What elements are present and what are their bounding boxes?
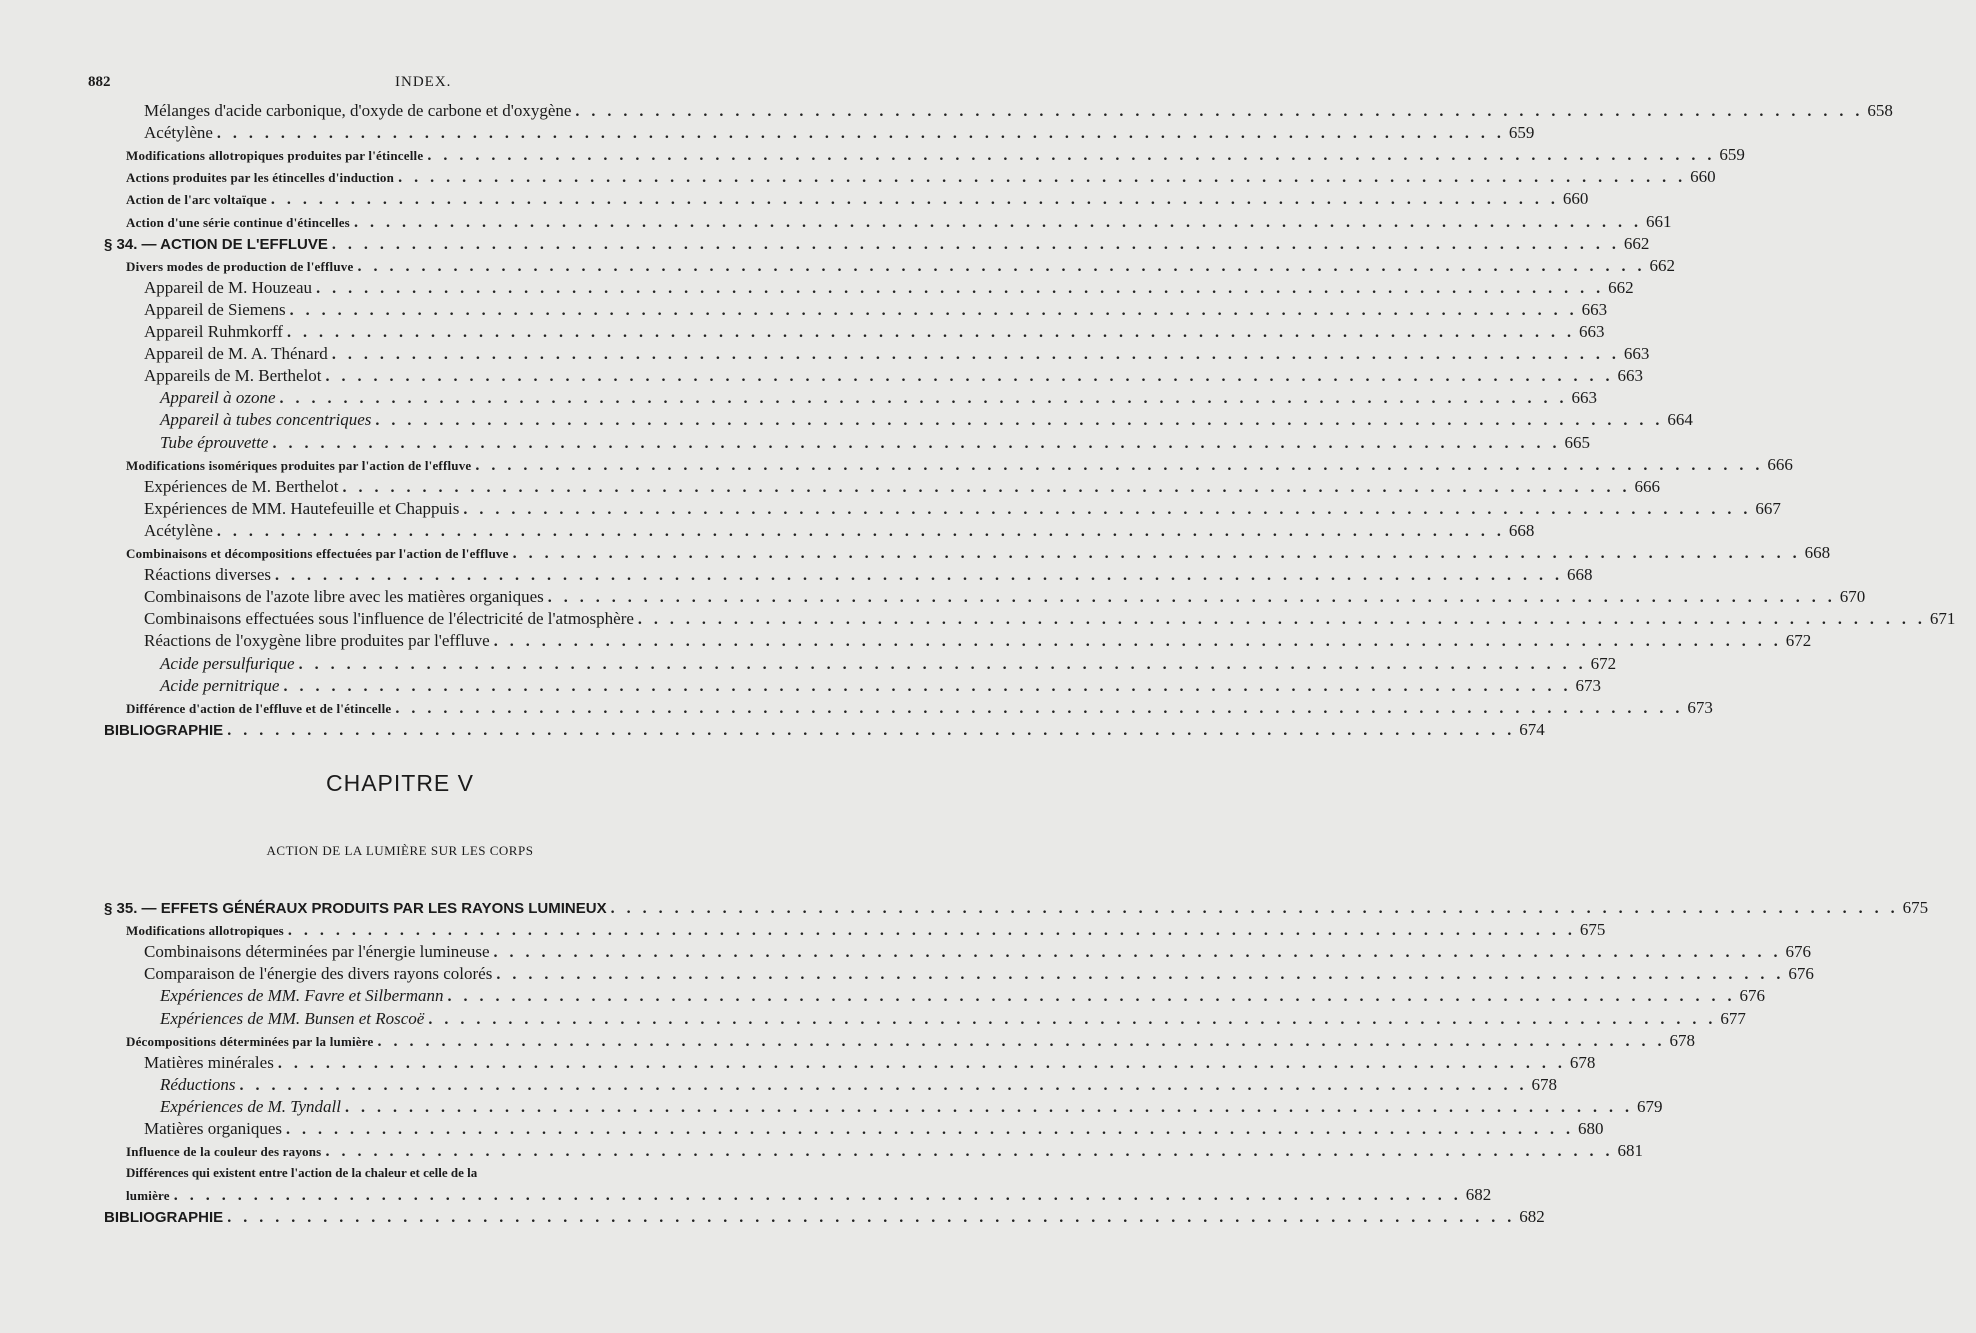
toc-page-ref: 672: [1590, 653, 1617, 673]
toc-entry-text: Réactions de l'oxygène libre produites par l'effluve: [144, 631, 490, 651]
toc-page-ref: 662: [1649, 255, 1675, 275]
toc-entry: [0, 299, 1608, 322]
toc-entry-text: Acétylène: [144, 123, 213, 143]
toc-entry: [0, 1008, 1746, 1031]
dot-leader: . . . . . . . . . . . . . . . . . . . . . . . . . . . . . . . . . . . . . . . . . . . . . . . . . . . . . . . . . . . . . . . . . . . . . . . . . . . . . . . . .: [270, 191, 1559, 209]
chapter-title: CHAPITRE V: [325, 770, 475, 796]
dot-leader: . . . . . . . . . . . . . . . . . . . . . . . . . . . . . . . . . . . . . . . . . . . . . . . . . . . . . . . . . . . . . . . . . . . . . . . . . . . . . . . . .: [216, 522, 1505, 540]
dot-leader: . . . . . . . . . . . . . . . . . . . . . . . . . . . . . . . . . . . . . . . . . . . . . . . . . . . . . . . . . . . . . . . . . . . . . . . . . . . . . . . . .: [512, 545, 1801, 562]
dot-leader: . . . . . . . . . . . . . . . . . . . . . . . . . . . . . . . . . . . . . . . . . . . . . . . . . . . . . . . . . . . . . . . . . . . . . . . . . . . . . . . . .: [325, 1143, 1614, 1161]
dot-leader: . . . . . . . . . . . . . . . . . . . . . . . . . . . . . . . . . . . . . . . . . . . . . . . . . . . . . . . . . . . . . . . . . . . . . . . . . . . . . . . . .: [493, 633, 1782, 651]
toc-entry-text: Combinaisons déterminées par l'énergie lumineuse: [144, 942, 490, 962]
dot-leader: . . . . . . . . . . . . . . . . . . . . . . . . . . . . . . . . . . . . . . . . . . . . . . . . . . . . . . . . . . . . . . . . . . . . . . . . . . . . . . . . .: [277, 1054, 1566, 1072]
dot-leader: . . . . . . . . . . . . . . . . . . . . . . . . . . . . . . . . . . . . . . . . . . . . . . . . . . . . . . . . . . . . . . . . . . . . . . . . . . . . . . . . .: [342, 478, 1631, 496]
toc-page-ref: 681: [1617, 1141, 1643, 1161]
dot-leader: . . . . . . . . . . . . . . . . . . . . . . . . . . . . . . . . . . . . . . . . . . . . . . . . . . . . . . . . . . . . . . . . . . . . . . . . . . . . . . . . .: [227, 721, 1516, 739]
toc-entry: [0, 697, 1713, 720]
toc-entry-text: Acide pernitrique: [160, 675, 280, 695]
toc-entry: [0, 719, 1545, 742]
toc-entry-text: Décompositions déterminées par la lumière: [126, 1033, 374, 1049]
toc-page-ref: 677: [1720, 1008, 1746, 1028]
toc-entry-text: Combinaisons et décompositions effectuées par l'action de l'effluve: [126, 546, 509, 561]
toc-entry: [0, 631, 1812, 653]
toc-entry: [0, 454, 1793, 477]
toc-entry-bibliography: [0, 1207, 1545, 1229]
toc-entry-text-line1: Différences qui existent entre l'action de la chaleur et celle de la: [126, 1165, 478, 1180]
toc-page-ref: 660: [1562, 189, 1589, 209]
toc-page-ref: 678: [1569, 1052, 1596, 1072]
toc-page-ref: 668: [1508, 520, 1535, 540]
toc-entry-text: Acétylène: [144, 520, 213, 540]
toc-page-ref: 658: [1867, 101, 1893, 120]
toc-entry: [0, 366, 1644, 388]
toc-page-ref: 660: [1690, 167, 1716, 187]
toc-entry-text: Modifications isomériques produites par l'action de l'effluve: [126, 457, 472, 473]
toc-entry-text: Combinaisons de l'azote libre avec les matières organiques: [144, 587, 544, 607]
dot-leader: . . . . . . . . . . . . . . . . . . . . . . . . . . . . . . . . . . . . . . . . . . . . . . . . . . . . . . . . . . . . . . . . . . . . . . . . . . . . . . . . .: [428, 1010, 1717, 1028]
toc-entry: [0, 520, 1535, 543]
dot-leader: . . . . . . . . . . . . . . . . . . . . . . . . . . . . . . . . . . . . . . . . . . . . . . . . . . . . . . . . . . . . . . . . . . . . . . . . . . . . . . . . .: [279, 390, 1568, 408]
toc-entry-text-line2: lumière: [126, 1188, 170, 1203]
dot-leader: . . . . . . . . . . . . . . . . . . . . . . . . . . . . . . . . . . . . . . . . . . . . . . . . . . . . . . . . . . . . . . . . . . . . . . . . . . . . . . . . .: [610, 900, 1899, 917]
toc-entry-text: BIBLIOGRAPHIE: [104, 1209, 224, 1226]
toc-entry: [0, 211, 1672, 234]
toc-entry: [0, 964, 1814, 986]
toc-entry: [0, 189, 1589, 211]
dot-leader: . . . . . . . . . . . . . . . . . . . . . . . . . . . . . . . . . . . . . . . . . . . . . . . . . . . . . . . . . . . . . . . . . . . . . . . . . . . . . . . . .: [239, 1076, 1528, 1094]
toc-page-ref: 663: [1581, 299, 1608, 319]
dot-leader: . . . . . . . . . . . . . . . . . . . . . . . . . . . . . . . . . . . . . . . . . . . . . . . . . . . . . . . . . . . . . . . . . . . . . . . . . . . . . . . . .: [173, 1187, 1462, 1204]
toc-entry: [0, 322, 1605, 344]
dot-leader: . . . . . . . . . . . . . . . . . . . . . . . . . . . . . . . . . . . . . . . . . . . . . . . . . . . . . . . . . . . . . . . . . . . . . . . . . . . . . . . . .: [353, 213, 1642, 231]
toc-entry: [0, 543, 1831, 565]
toc-entry-text: § 35. — EFFETS GÉNÉRAUX PRODUITS PAR LES RAYONS LUMINEUX: [104, 900, 607, 917]
toc-entry: [0, 1074, 1558, 1097]
toc-page-ref: 673: [1575, 675, 1601, 695]
toc-entry: [0, 1119, 1604, 1141]
dot-leader: . . . . . . . . . . . . . . . . . . . . . . . . . . . . . . . . . . . . . . . . . . . . . . . . . . . . . . . . . . . . . . . . . . . . . . . . . . . . . . . . .: [447, 988, 1736, 1006]
toc-entry-text: Action d'une série continue d'étincelles: [126, 214, 350, 230]
toc-entry: [0, 898, 1929, 920]
toc-entry-wrapped: [0, 1163, 800, 1183]
toc-page-ref: 659: [1508, 123, 1535, 143]
toc-entry: [0, 233, 1650, 256]
toc-page-ref: 674: [1519, 719, 1545, 739]
toc-entry: [0, 986, 1766, 1008]
toc-page-ref: 682: [1465, 1185, 1492, 1204]
toc-entry: [0, 587, 1866, 609]
toc-page-ref: 663: [1623, 344, 1650, 364]
toc-page-ref: 662: [1623, 233, 1650, 253]
dot-leader: . . . . . . . . . . . . . . . . . . . . . . . . . . . . . . . . . . . . . . . . . . . . . . . . . . . . . . . . . . . . . . . . . . . . . . . . . . . . . . . . .: [216, 125, 1505, 143]
toc-entry: [0, 942, 1811, 964]
dot-leader: . . . . . . . . . . . . . . . . . . . . . . . . . . . . . . . . . . . . . . . . . . . . . . . . . . . . . . . . . . . . . . . . . . . . . . . . . . . . . . . . .: [272, 434, 1561, 452]
dot-leader: . . . . . . . . . . . . . . . . . . . . . . . . . . . . . . . . . . . . . . . . . . . . . . . . . . . . . . . . . . . . . . . . . . . . . . . . . . . . . . . . .: [286, 1121, 1575, 1138]
toc-entry-text: Modifications allotropiques: [126, 923, 284, 939]
dot-leader: . . . . . . . . . . . . . . . . . . . . . . . . . . . . . . . . . . . . . . . . . . . . . . . . . . . . . . . . . . . . . . . . . . . . . . . . . . . . . . . . .: [637, 611, 1926, 629]
dot-leader: . . . . . . . . . . . . . . . . . . . . . . . . . . . . . . . . . . . . . . . . . . . . . . . . . . . . . . . . . . . . . . . . . . . . . . . . . . . . . . . . .: [395, 699, 1684, 717]
dot-leader: . . . . . . . . . . . . . . . . . . . . . . . . . . . . . . . . . . . . . . . . . . . . . . . . . . . . . . . . . . . . . . . . . . . . . . . . . . . . . . . . .: [227, 1209, 1516, 1226]
toc-page-ref: 665: [1564, 432, 1590, 452]
toc-entry-text: Réductions: [160, 1074, 236, 1094]
toc-entry-text: Modifications allotropiques produites par l'étincelle: [126, 148, 424, 164]
toc-entry-text: § 34. — ACTION DE L'EFFLUVE: [104, 235, 328, 253]
dot-leader: . . . . . . . . . . . . . . . . . . . . . . . . . . . . . . . . . . . . . . . . . . . . . . . . . . . . . . . . . . . . . . . . . . . . . . . . . . . . . . . . .: [331, 346, 1620, 364]
toc-entry-text: Matières organiques: [144, 1119, 283, 1138]
toc-entry-text: Appareils de M. Berthelot: [144, 366, 322, 386]
toc-entry-text: Combinaisons effectuées sous l'influence de l'électricité de l'atmosphère: [144, 609, 634, 629]
toc-page-ref: 670: [1839, 587, 1866, 607]
dot-leader: . . . . . . . . . . . . . . . . . . . . . . . . . . . . . . . . . . . . . . . . . . . . . . . . . . . . . . . . . . . . . . . . . . . . . . . . . . . . . . . . .: [475, 456, 1764, 474]
chapter-subtitle: ACTION DE LA LUMIÈRE SUR LES CORPS: [266, 843, 534, 858]
toc-entry-text: Expériences de MM. Hautefeuille et Chappuis: [144, 498, 460, 518]
toc-page-ref: 680: [1578, 1119, 1604, 1138]
dot-leader: . . . . . . . . . . . . . . . . . . . . . . . . . . . . . . . . . . . . . . . . . . . . . . . . . . . . . . . . . . . . . . . . . . . . . . . . . . . . . . . . .: [575, 103, 1864, 120]
toc-entry: [0, 145, 1745, 167]
toc-entry: [0, 101, 1893, 123]
dot-leader: . . . . . . . . . . . . . . . . . . . . . . . . . . . . . . . . . . . . . . . . . . . . . . . . . . . . . . . . . . . . . . . . . . . . . . . . . . . . . . . . .: [275, 567, 1563, 585]
dot-leader: . . . . . . . . . . . . . . . . . . . . . . . . . . . . . . . . . . . . . . . . . . . . . . . . . . . . . . . . . . . . . . . . . . . . . . . . . . . . . . . . .: [344, 1098, 1633, 1116]
toc-entry-text: Appareil à tubes concentriques: [160, 410, 372, 430]
toc-entry: [0, 255, 1675, 278]
toc-page-ref: 679: [1636, 1096, 1663, 1116]
toc-page-ref: 678: [1669, 1030, 1695, 1050]
dot-leader: . . . . . . . . . . . . . . . . . . . . . . . . . . . . . . . . . . . . . . . . . . . . . . . . . . . . . . . . . . . . . . . . . . . . . . . . . . . . . . . . .: [463, 500, 1752, 518]
dot-leader: . . . . . . . . . . . . . . . . . . . . . . . . . . . . . . . . . . . . . . . . . . . . . . . . . . . . . . . . . . . . . . . . . . . . . . . . . . . . . . . . .: [427, 147, 1716, 165]
toc-page-ref: 672: [1785, 631, 1812, 651]
dot-leader: . . . . . . . . . . . . . . . . . . . . . . . . . . . . . . . . . . . . . . . . . . . . . . . . . . . . . . . . . . . . . . . . . . . . . . . . . . . . . . . . .: [377, 1032, 1666, 1050]
dot-leader: . . . . . . . . . . . . . . . . . . . . . . . . . . . . . . . . . . . . . . . . . . . . . . . . . . . . . . . . . . . . . . . . . . . . . . . . . . . . . . . . .: [496, 966, 1785, 984]
toc-entry-text: Appareil Ruhmkorff: [144, 322, 283, 341]
toc-entry: [0, 675, 1601, 698]
toc-entry-text: Acide persulfurique: [160, 653, 295, 673]
toc-entry-text: Appareil à ozone: [160, 388, 276, 408]
toc-entry-text: Mélanges d'acide carbonique, d'oxyde de carbone et d'oxygène: [144, 101, 572, 120]
toc-entry-text: Action de l'arc voltaïque: [126, 192, 267, 208]
dot-leader: . . . . . . . . . . . . . . . . . . . . . . . . . . . . . . . . . . . . . . . . . . . . . . . . . . . . . . . . . . . . . . . . . . . . . . . . . . . . . . . . .: [287, 922, 1576, 940]
toc-entry-text: Influence de la couleur des rayons: [126, 1144, 322, 1160]
toc-page-ref: 676: [1788, 964, 1814, 984]
toc-page-ref: 666: [1767, 454, 1793, 474]
toc-entry-text: Appareil de Siemens: [144, 299, 286, 319]
toc-page-ref: 666: [1634, 476, 1660, 496]
toc-entry-text: Divers modes de production de l'effluve: [126, 258, 354, 274]
toc-page-ref: 661: [1645, 211, 1672, 231]
dot-leader: . . . . . . . . . . . . . . . . . . . . . . . . . . . . . . . . . . . . . . . . . . . . . . . . . . . . . . . . . . . . . . . . . . . . . . . . . . . . . . . . .: [493, 944, 1782, 962]
dot-leader: . . . . . . . . . . . . . . . . . . . . . . . . . . . . . . . . . . . . . . . . . . . . . . . . . . . . . . . . . . . . . . . . . . . . . . . . . . . . . . . . .: [547, 589, 1836, 607]
toc-page-ref: 668: [1567, 565, 1593, 585]
toc-entry-text: Expériences de MM. Favre et Silbermann: [160, 986, 444, 1006]
dot-leader: . . . . . . . . . . . . . . . . . . . . . . . . . . . . . . . . . . . . . . . . . . . . . . . . . . . . . . . . . . . . . . . . . . . . . . . . . . . . . . . . .: [283, 677, 1572, 695]
toc-page-ref: 663: [1617, 366, 1644, 386]
toc-entry: [0, 1052, 1596, 1075]
toc-page-ref: 675: [1579, 920, 1606, 940]
toc-entry-text: Différence d'action de l'effluve et de l'étincelle: [126, 700, 392, 716]
toc-entry: [0, 1030, 1695, 1053]
toc-entry: [0, 123, 1535, 145]
dot-leader: . . . . . . . . . . . . . . . . . . . . . . . . . . . . . . . . . . . . . . . . . . . . . . . . . . . . . . . . . . . . . . . . . . . . . . . . . . . . . . . . .: [316, 279, 1605, 297]
toc-page-ref: 667: [1755, 498, 1781, 518]
toc-page-ref: 659: [1719, 145, 1745, 165]
toc-entry-text: Appareil de M. Houzeau: [144, 277, 313, 297]
toc-entry: [0, 277, 1634, 300]
running-title: INDEX.: [395, 74, 452, 90]
toc-entry: [0, 432, 1590, 455]
dot-leader: . . . . . . . . . . . . . . . . . . . . . . . . . . . . . . . . . . . . . . . . . . . . . . . . . . . . . . . . . . . . . . . . . . . . . . . . . . . . . . . . .: [286, 324, 1575, 341]
toc-page-ref: 662: [1608, 277, 1634, 297]
toc-entry-text: Matières minérales: [144, 1052, 274, 1072]
dot-leader: . . . . . . . . . . . . . . . . . . . . . . . . . . . . . . . . . . . . . . . . . . . . . . . . . . . . . . . . . . . . . . . . . . . . . . . . . . . . . . . . .: [325, 368, 1614, 386]
toc-entry-text: Expériences de MM. Bunsen et Roscoë: [160, 1008, 425, 1028]
toc-entry: [0, 410, 1693, 432]
toc-entry: [0, 498, 1781, 521]
toc-page-ref: 664: [1667, 410, 1693, 430]
toc-entry-text: Appareil de M. A. Thénard: [144, 344, 328, 364]
toc-entry-text: Réactions diverses: [144, 565, 271, 585]
toc-entry: [0, 565, 1593, 587]
toc-entry-text: Comparaison de l'énergie des divers rayons colorés: [144, 964, 493, 984]
toc-page-ref: 676: [1739, 986, 1766, 1006]
toc-entry-text: Actions produites par les étincelles d'induction: [126, 170, 395, 186]
dot-leader: . . . . . . . . . . . . . . . . . . . . . . . . . . . . . . . . . . . . . . . . . . . . . . . . . . . . . . . . . . . . . . . . . . . . . . . . . . . . . . . . .: [298, 655, 1587, 673]
toc-entry-text: BIBLIOGRAPHIE: [104, 721, 224, 739]
toc-entry: [0, 1141, 1643, 1163]
toc-entry-text: Tube éprouvette: [160, 432, 269, 452]
toc-entry-text: Expériences de M. Berthelot: [144, 476, 339, 496]
toc-entry: [0, 388, 1598, 410]
dot-leader: . . . . . . . . . . . . . . . . . . . . . . . . . . . . . . . . . . . . . . . . . . . . . . . . . . . . . . . . . . . . . . . . . . . . . . . . . . . . . . . . .: [289, 301, 1578, 319]
toc-entry: [0, 344, 1650, 366]
toc-entry: [0, 476, 1660, 499]
toc-page-ref: 678: [1531, 1074, 1558, 1094]
dot-leader: . . . . . . . . . . . . . . . . . . . . . . . . . . . . . . . . . . . . . . . . . . . . . . . . . . . . . . . . . . . . . . . . . . . . . . . . . . . . . . . . .: [357, 257, 1646, 275]
toc-entry: [0, 653, 1617, 676]
toc-page-ref: 682: [1519, 1207, 1545, 1226]
toc-entry-text: Expériences de M. Tyndall: [160, 1096, 341, 1116]
toc-entry: [0, 1096, 1663, 1119]
toc-page-ref: 673: [1687, 697, 1713, 717]
toc-page-ref: 663: [1578, 322, 1605, 341]
toc-page-ref: 676: [1785, 942, 1811, 962]
toc-page-ref: 671: [1929, 609, 1956, 629]
toc-page-ref: 663: [1571, 388, 1598, 408]
page-number: 882: [88, 74, 111, 90]
toc-page-ref: 675: [1902, 898, 1929, 917]
toc-entry-wrapped-line2: [0, 1185, 1492, 1207]
toc-entry: [0, 920, 1606, 942]
toc-page-ref: 668: [1804, 543, 1831, 562]
toc-entry: [0, 167, 1716, 189]
dot-leader: . . . . . . . . . . . . . . . . . . . . . . . . . . . . . . . . . . . . . . . . . . . . . . . . . . . . . . . . . . . . . . . . . . . . . . . . . . . . . . . . .: [398, 169, 1687, 187]
toc-entry: [0, 609, 1956, 631]
dot-leader: . . . . . . . . . . . . . . . . . . . . . . . . . . . . . . . . . . . . . . . . . . . . . . . . . . . . . . . . . . . . . . . . . . . . . . . . . . . . . . . . .: [375, 412, 1664, 430]
dot-leader: . . . . . . . . . . . . . . . . . . . . . . . . . . . . . . . . . . . . . . . . . . . . . . . . . . . . . . . . . . . . . . . . . . . . . . . . . . . . . . . . .: [331, 235, 1620, 253]
